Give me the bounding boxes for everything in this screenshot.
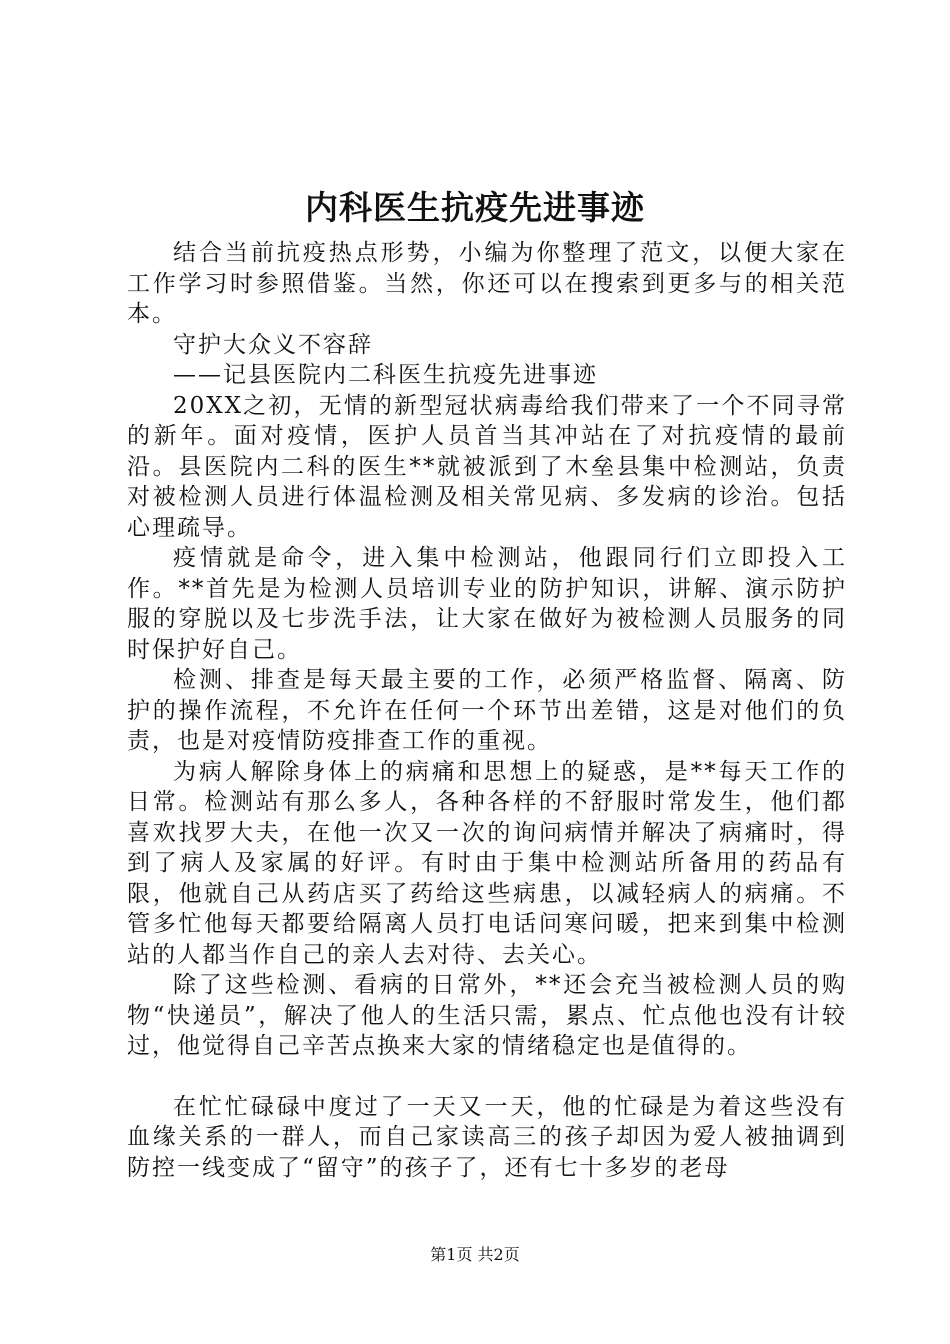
- body-paragraph: 疫情就是命令，进入集中检测站，他跟同行们立即投入工作。**首先是为检测人员培训专业的防护知识，讲解、演示防护服的穿脱以及七步洗手法，让大家在做好为被检测人员服务的同时保护好自己。: [127, 545, 847, 663]
- document-title: 内科医生抗疫先进事迹: [305, 188, 645, 227]
- subtitle-dedication: ——记县医院内二科医生抗疫先进事迹: [173, 362, 598, 388]
- intro-paragraph: 结合当前抗疫热点形势，小编为你整理了范文，以便大家在工作学习时参照借鉴。当然，你还可以在搜索到更多与的相关范本。: [127, 240, 847, 327]
- body-paragraph: 在忙忙碌碌中度过了一天又一天，他的忙碌是为着这些没有血缘关系的一群人，而自己家读高三的孩子却因为爱人被抽调到防控一线变成了“留守”的孩子了，还有七十多岁的老母: [127, 1093, 847, 1181]
- subtitle-line: 守护大众义不容辞: [173, 331, 373, 358]
- page-number-footer: 第1页 共2页: [430, 1245, 520, 1264]
- body-paragraph: 20XX之初，无情的新型冠状病毒给我们带来了一个不同寻常的新年。面对疫情，医护人员首当其冲站在了对抗疫情的最前沿。县医院内二科的医生**就被派到了木垒县集中检测站，负责对被检测人员进行体温检测及相关常见病、多发病的诊治。包括心理疏导。: [127, 392, 847, 541]
- document-body: [127, 238, 847, 1183]
- body-paragraph: 为病人解除身体上的病痛和思想上的疑惑，是**每天工作的日常。检测站有那么多人，各种各样的不舒服时常发生，他们都喜欢找罗大夫，在他一次又一次的询问病情并解决了病痛时，得到了病人及家属的好评。有时由于集中检测站所备用的药品有限，他就自己从药店买了药给这些病患，以减轻病人的病痛。不管多忙他每天都要给隔离人员打电话问寒问暖，把来到集中检测站的人都当作自己的亲人去对待、去关心。: [127, 758, 847, 968]
- body-paragraph: 检测、排查是每天最主要的工作，必须严格监督、隔离、防护的操作流程，不允许在任何一个环节出差错，这是对他们的负责，也是对疫情防疫排查工作的重视。: [127, 667, 847, 754]
- body-paragraph: 除了这些检测、看病的日常外，**还会充当被检测人员的购物“快递员”，解决了他人的生活只需，累点、忙点他也没有计较过，他觉得自己辛苦点换来大家的情绪稳定也是值得的。: [127, 972, 847, 1059]
